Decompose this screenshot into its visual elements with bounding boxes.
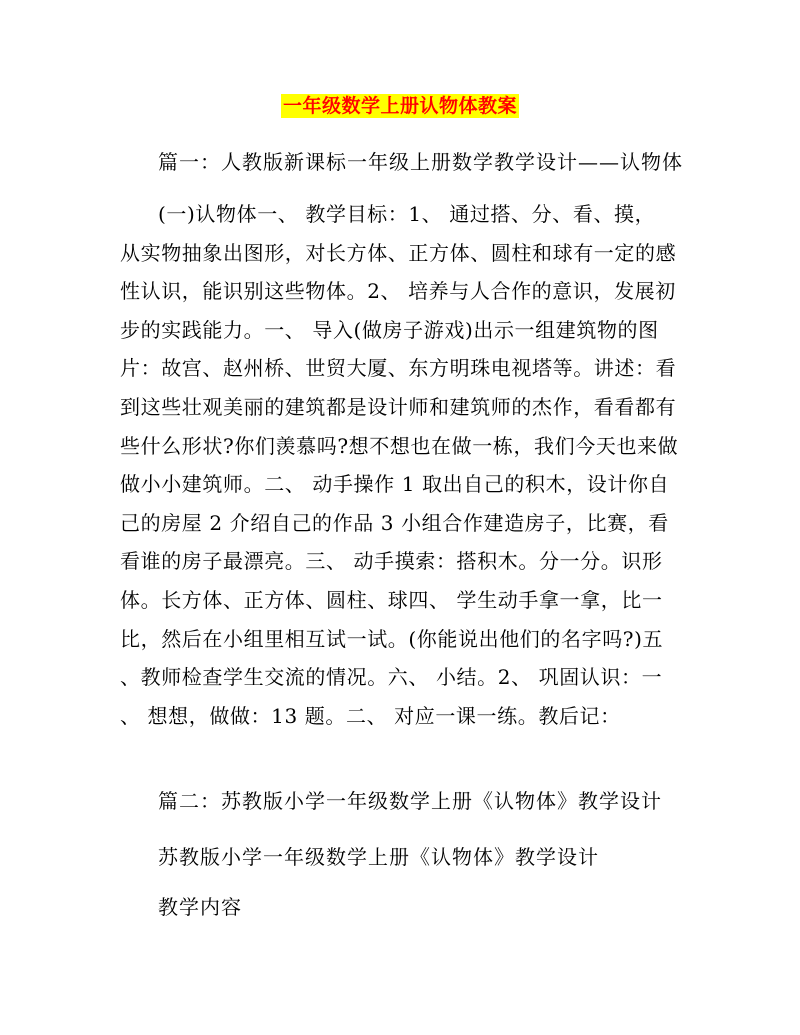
body-line: 体。长方体、正方体、圆柱、球四、 学生动手拿一拿，比一 xyxy=(120,587,663,612)
body-line: 片：故宫、赵州桥、世贸大厦、东方明珠电视塔等。讲述：看 xyxy=(120,356,677,381)
body-paragraph xyxy=(120,200,680,740)
body-line: (一)认物体一、 教学目标：1、 通过搭、分、看、摸， xyxy=(158,202,656,226)
body-line: 己的房屋 2 介绍自己的作品 3 小组合作建造房子，比赛，看 xyxy=(120,510,669,535)
body-line: 步的实践能力。一、 导入(做房子游戏)出示一组建筑物的图 xyxy=(120,317,659,342)
body-line: 、 想想，做做：13 题。二、 对应一课一练。教后记： xyxy=(120,703,621,728)
title-wrap xyxy=(0,94,800,118)
body-line: 到这些壮观美丽的建筑都是设计师和建筑师的杰作，看看都有 xyxy=(120,394,677,419)
body-line: 性认识，能识别这些物体。2、 培养与人合作的意识，发展初 xyxy=(120,279,676,304)
subheading: 苏教版小学一年级数学上册《认物体》教学设计 xyxy=(158,845,599,869)
section-label-teaching-content: 教学内容 xyxy=(158,895,242,919)
body-line: 比，然后在小组里相互试一试。(你能说出他们的名字吗?)五 xyxy=(120,626,664,651)
body-line: 从实物抽象出图形，对长方体、正方体、圆柱和球有一定的感 xyxy=(120,240,677,265)
body-line: 看谁的房子最漂亮。三、 动手摸索：搭积木。分一分。识形 xyxy=(120,549,663,574)
document-title: 一年级数学上册认物体教案 xyxy=(282,95,517,117)
body-line: 、教师检查学生交流的情况。六、 小结。2、 巩固认识：一 xyxy=(120,665,663,690)
heading-part-one: 篇一：人教版新课标一年级上册数学教学设计——认物体 xyxy=(158,150,683,174)
heading-part-two: 篇二：苏教版小学一年级数学上册《认物体》教学设计 xyxy=(158,789,662,813)
body-line: 些什么形状?你们羡慕吗?想不想也在做一栋，我们今天也来做 xyxy=(120,433,679,458)
body-line: 做小小建筑师。二、 动手操作 1 取出自己的积木，设计你自 xyxy=(120,472,670,497)
